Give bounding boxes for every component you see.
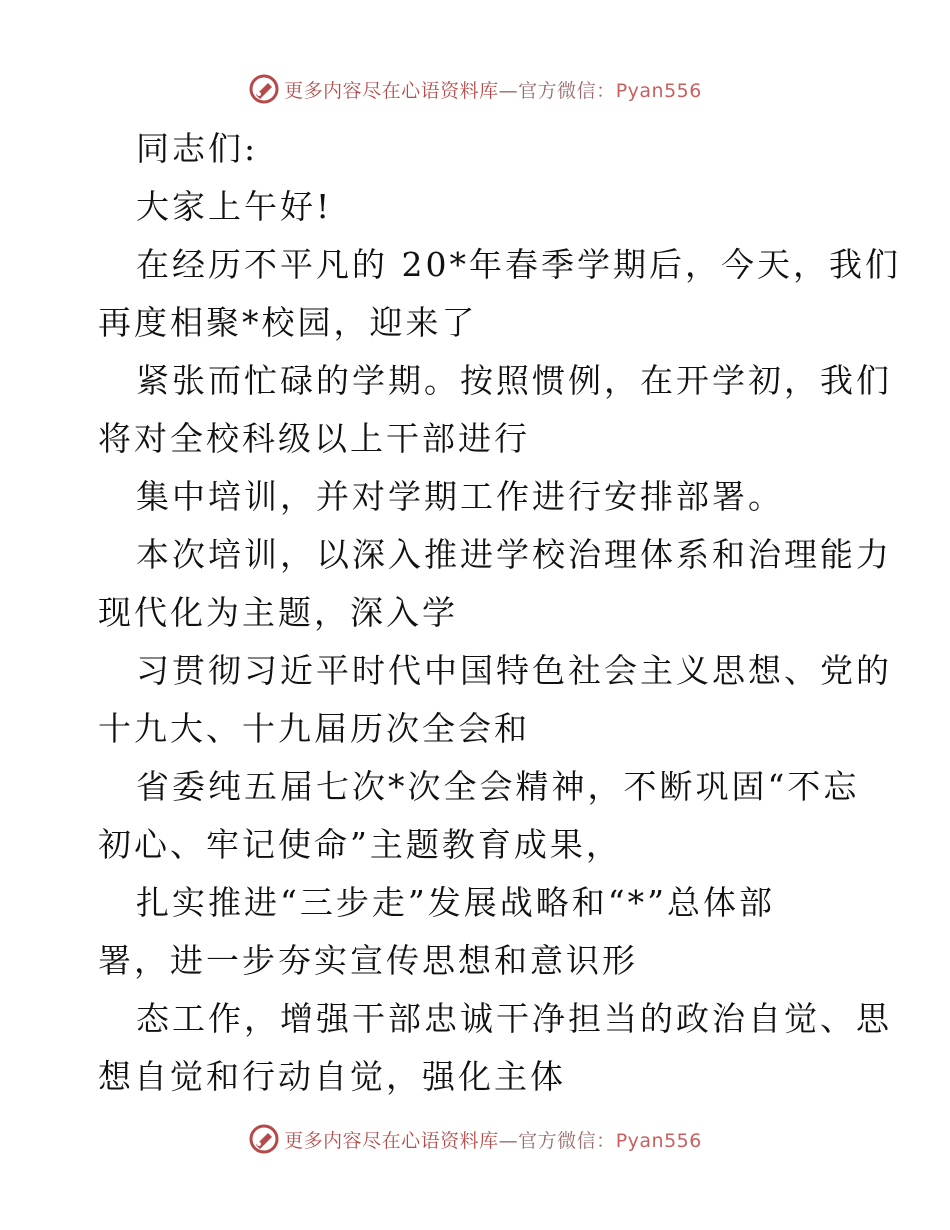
paragraph-line: 十九大、十九届历次全会和 bbox=[98, 709, 530, 748]
paragraph-line: 想自觉和行动自觉，强化主体 bbox=[98, 1057, 566, 1096]
paragraph-line: 再度相聚*校园，迎来了 bbox=[98, 303, 478, 342]
paragraph-line: 将对全校科级以上干部进行 bbox=[98, 419, 530, 458]
paragraph-line: 初心、牢记使命”主题教育成果， bbox=[98, 825, 622, 864]
greeting: 大家上午好! bbox=[136, 187, 333, 226]
footer-banner bbox=[0, 1122, 950, 1156]
paragraph-line: 扎实推进“三步走”发展战略和“*”总体部 bbox=[136, 883, 775, 922]
footer-banner-text: 更多内容尽在心语资料库—官方微信：Pyan556 bbox=[284, 1129, 702, 1152]
header-banner-text: 更多内容尽在心语资料库—官方微信：Pyan556 bbox=[284, 79, 702, 102]
paragraph-line: 在经历不平凡的 20*年春季学期后，今天，我们 bbox=[136, 245, 901, 284]
pen-logo-icon bbox=[248, 1123, 280, 1155]
paragraph-line: 态工作，增强干部忠诚干净担当的政治自觉、思 bbox=[136, 999, 892, 1038]
paragraph-line: 省委纯五届七次*次全会精神，不断巩固“不忘 bbox=[136, 767, 860, 806]
paragraph-line: 习贯彻习近平时代中国特色社会主义思想、党的 bbox=[136, 651, 892, 690]
paragraph-line: 紧张而忙碌的学期。按照惯例，在开学初，我们 bbox=[136, 361, 892, 400]
paragraph-line: 集中培训，并对学期工作进行安排部署。 bbox=[136, 477, 784, 516]
pen-logo-icon bbox=[248, 73, 280, 105]
salutation: 同志们: bbox=[136, 129, 259, 168]
paragraph-line: 现代化为主题，深入学 bbox=[98, 593, 458, 632]
header-banner bbox=[0, 72, 950, 106]
paragraph-line: 本次培训，以深入推进学校治理体系和治理能力 bbox=[136, 535, 892, 574]
paragraph-line: 署，进一步夯实宣传思想和意识形 bbox=[98, 941, 638, 980]
document-body bbox=[98, 120, 901, 1106]
